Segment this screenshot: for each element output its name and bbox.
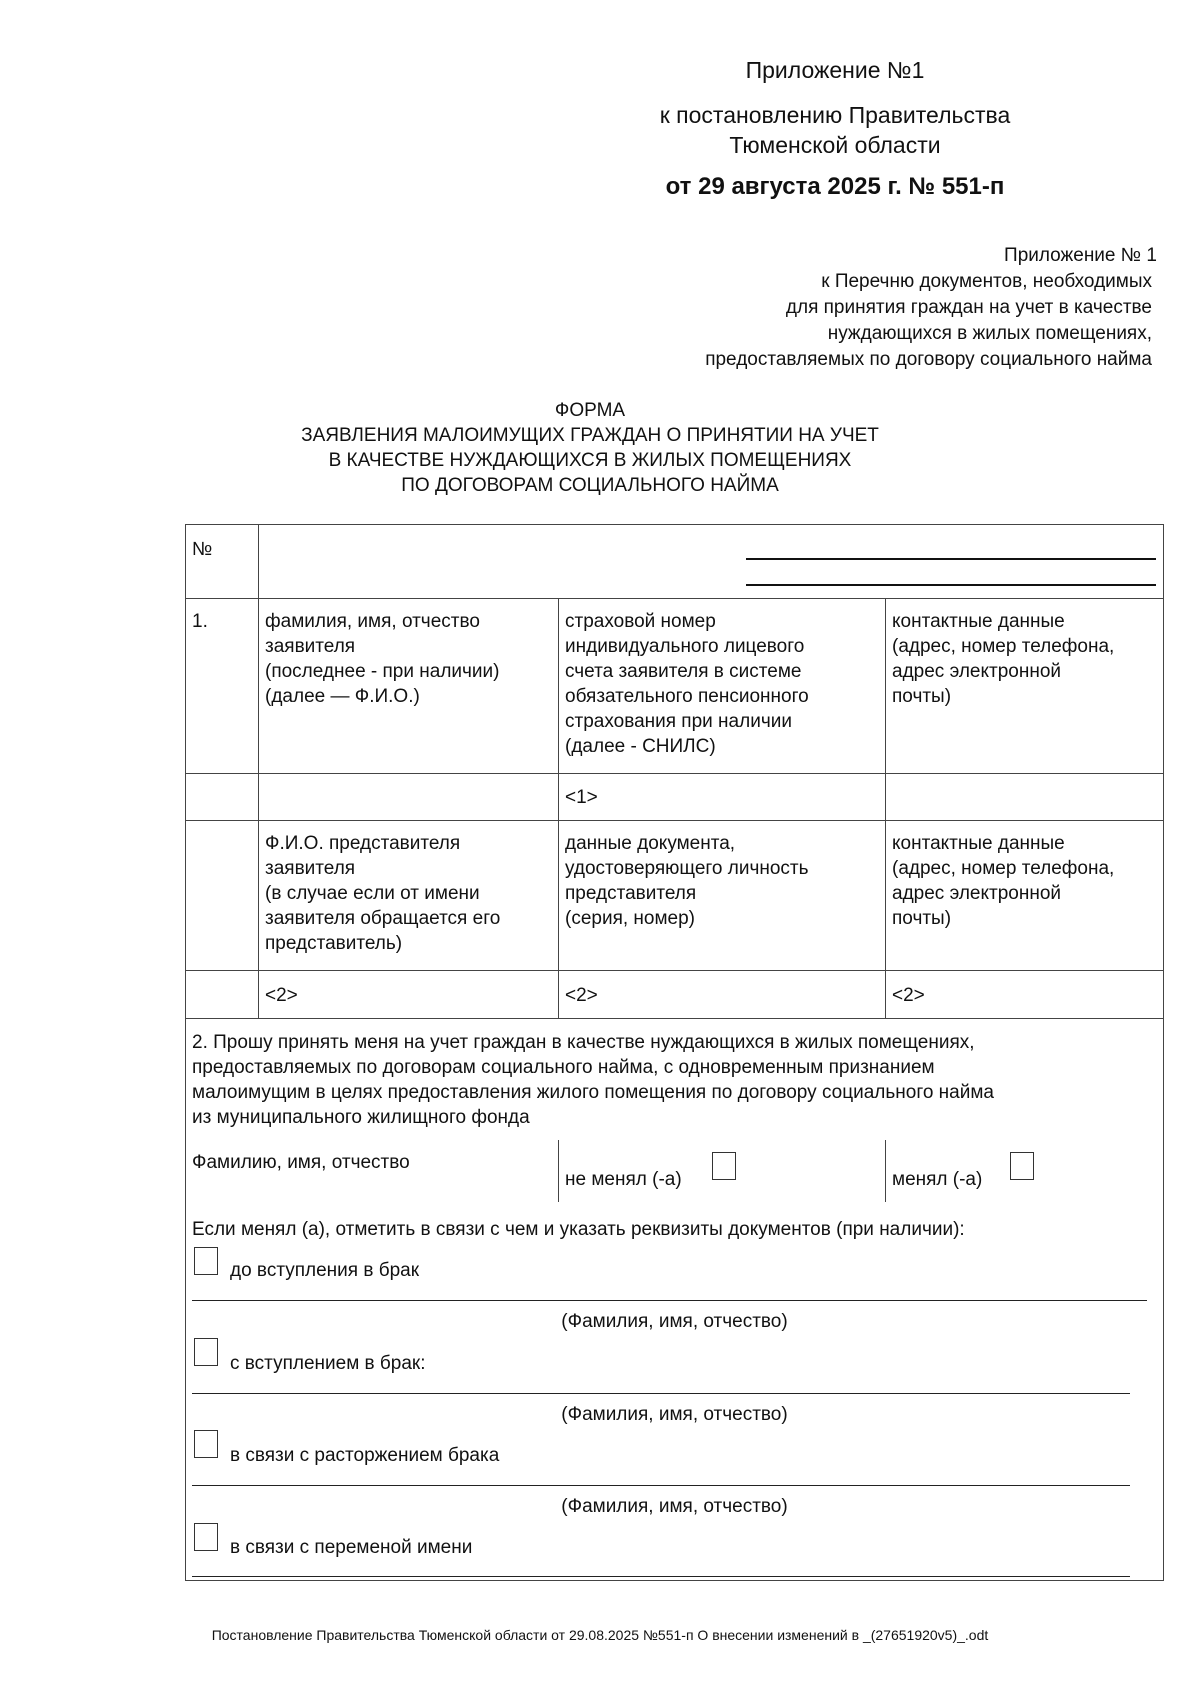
sub-line-5: предоставляемых по договору социального найма: [705, 349, 1152, 370]
fio-entry-line-3[interactable]: [192, 1485, 1130, 1486]
rep-doc-line: данные документа,: [565, 833, 736, 854]
divorce-checkbox[interactable]: [194, 1430, 218, 1458]
request-line: малоимущим в целях предоставления жилого помещения по договору социального найма: [192, 1082, 994, 1103]
changed-checkbox[interactable]: [1010, 1152, 1034, 1180]
section-2-request: [192, 1030, 1157, 1130]
number-label: №: [192, 539, 213, 560]
rep-contacts-line: почты): [892, 908, 952, 929]
if-changed-instruction: Если менял (а), отметить в связи с чем и указать реквизиты документов (при наличии):: [192, 1219, 965, 1240]
rep-contacts-line: адрес электронной: [892, 883, 1062, 904]
resolution-line: к постановлению Правительства: [659, 102, 1011, 128]
snils-line: страховой номер: [565, 611, 716, 632]
fio-caption-3: (Фамилия, имя, отчество): [561, 1496, 788, 1517]
resolution-date-number: от 29 августа 2025 г. № 551-п: [665, 173, 1005, 200]
not-changed-label: не менял (-а): [565, 1169, 682, 1190]
applicant-fio-line: (далее — Ф.И.О.): [265, 686, 420, 707]
fio-entry-line-1[interactable]: [192, 1300, 1147, 1301]
changed-label: менял (-а): [892, 1169, 983, 1190]
contacts-cell: [892, 609, 1162, 709]
note-2-doc: <2>: [565, 985, 598, 1006]
with-marriage-label: с вступлением в брак:: [230, 1353, 426, 1374]
number-line-1[interactable]: [746, 558, 1156, 560]
snils-line: (далее - СНИЛС): [565, 736, 716, 757]
rep-doc-line: (серия, номер): [565, 908, 696, 929]
snils-line: страхования при наличии: [565, 711, 792, 732]
sub-line-3: для принятия граждан на учет в качестве: [785, 297, 1152, 318]
contacts-line: адрес электронной: [892, 661, 1062, 682]
number-line-2[interactable]: [746, 584, 1156, 586]
snils-line: счета заявителя в системе: [565, 661, 802, 682]
not-changed-checkbox[interactable]: [712, 1152, 736, 1180]
note-2-fio: <2>: [265, 985, 298, 1006]
rep-contacts-line: (адрес, номер телефона,: [892, 858, 1115, 879]
form-title-3: В КАЧЕСТВЕ НУЖДАЮЩИХСЯ В ЖИЛЫХ ПОМЕЩЕНИЯХ: [328, 450, 852, 471]
rep-contacts-line: контактные данные: [892, 833, 1065, 854]
fio-caption-2: (Фамилия, имя, отчество): [561, 1404, 788, 1425]
before-marriage-checkbox[interactable]: [194, 1247, 218, 1275]
rep-doc-line: представителя: [565, 883, 697, 904]
form-title-1: ФОРМА: [554, 400, 626, 421]
fio-entry-line-4[interactable]: [192, 1576, 1130, 1577]
rep-fio-line: представитель): [265, 933, 403, 954]
applicant-fio-line: заявителя: [265, 636, 356, 657]
contacts-line: почты): [892, 686, 952, 707]
contacts-line: (адрес, номер телефона,: [892, 636, 1115, 657]
request-line: 2. Прошу принять меня на учет граждан в качестве нуждающихся в жилых помещениях,: [192, 1032, 975, 1053]
rep-fio-line: (в случае если от имени: [265, 883, 480, 904]
divorce-label: в связи с расторжением брака: [230, 1445, 500, 1466]
rep-doc-line: удостоверяющего личность: [565, 858, 809, 879]
row-1-number: 1.: [192, 611, 208, 632]
snils-line: обязательного пенсионного: [565, 686, 809, 707]
fio-caption-1: (Фамилия, имя, отчество): [561, 1311, 788, 1332]
rep-fio-line: заявителя обращается его: [265, 908, 501, 929]
rep-fio-cell: [265, 831, 555, 956]
note-1: <1>: [565, 787, 598, 808]
rep-contacts-cell: [892, 831, 1162, 931]
form-title-4: ПО ДОГОВОРАМ СОЦИАЛЬНОГО НАЙМА: [401, 475, 779, 496]
fio-label: Фамилию, имя, отчество: [192, 1152, 410, 1173]
sub-line-2: к Перечню документов, необходимых: [821, 271, 1152, 292]
appendix-title: Приложение №1: [745, 57, 925, 83]
form-title-2: ЗАЯВЛЕНИЯ МАЛОИМУЩИХ ГРАЖДАН О ПРИНЯТИИ НА УЧЕТ: [301, 425, 879, 446]
name-change-checkbox[interactable]: [194, 1523, 218, 1551]
snils-line: индивидуального лицевого: [565, 636, 805, 657]
name-change-label: в связи с переменой имени: [230, 1537, 473, 1558]
with-marriage-checkbox[interactable]: [194, 1338, 218, 1366]
rep-fio-line: Ф.И.О. представителя: [265, 833, 461, 854]
rep-fio-line: заявителя: [265, 858, 356, 879]
request-line: предоставляемых по договорам социального найма, с одновременным признанием: [192, 1057, 935, 1078]
document-footer: Постановление Правительства Тюменской области от 29.08.2025 №551-п О внесении изменений в _(27651920v5)_.odt: [211, 1627, 989, 1643]
sub-line-4: нуждающихся в жилых помещениях,: [827, 323, 1152, 344]
note-2-contacts: <2>: [892, 985, 925, 1006]
applicant-fio-line: (последнее - при наличии): [265, 661, 500, 682]
rep-doc-cell: [565, 831, 883, 931]
contacts-line: контактные данные: [892, 611, 1065, 632]
applicant-fio-cell: [265, 609, 555, 709]
snils-cell: [565, 609, 883, 759]
fio-entry-line-2[interactable]: [192, 1393, 1130, 1394]
before-marriage-label: до вступления в брак: [230, 1260, 420, 1281]
sub-appendix: Приложение № 1: [1004, 245, 1157, 266]
request-line: из муниципального жилищного фонда: [192, 1107, 530, 1128]
applicant-fio-line: фамилия, имя, отчество: [265, 611, 480, 632]
region-line: Тюменской области: [729, 132, 941, 158]
